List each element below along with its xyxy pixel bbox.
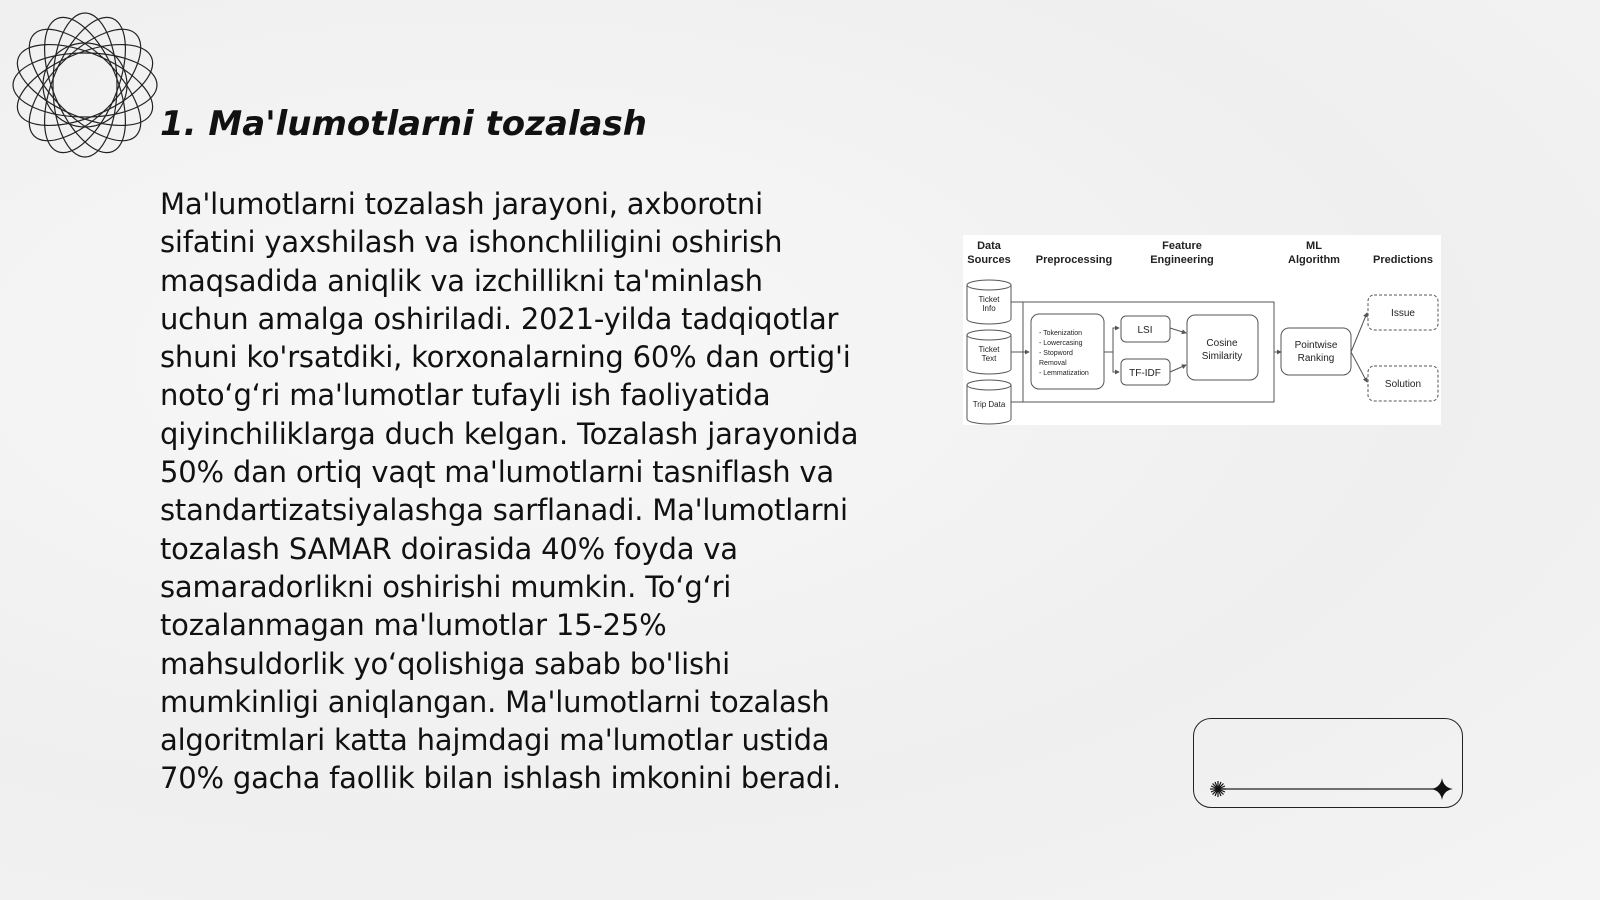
feature-cosine-label2: Similarity (1201, 351, 1243, 362)
feature-tfidf-label: TF-IDF (1129, 368, 1161, 379)
feature-lsi-label: LSI (1137, 325, 1153, 336)
decorative-slider-box (1193, 718, 1463, 808)
preprocessing-step-lowercasing: - Lowercasing (1039, 340, 1083, 347)
source-ticket-info-label2: Info (982, 304, 996, 313)
preprocessing-step-lemmatization: - Lemmatization (1039, 370, 1089, 377)
source-ticket-info-label1: Ticket (978, 295, 1000, 304)
four-point-star-icon (1431, 778, 1453, 800)
header-data-sources-line2: Sources (967, 254, 1011, 266)
header-feature-line1: Feature (1162, 240, 1202, 252)
source-ticket-text-label2: Text (981, 354, 997, 363)
pipeline-diagram (963, 235, 1441, 425)
sparkle-icon (1210, 781, 1226, 797)
preprocessing-step-removal: Removal (1039, 360, 1067, 367)
preprocessing-step-stopword: - Stopword (1039, 350, 1073, 357)
slide-body-text: Ma'lumotlarni tozalash jarayoni, axborotni sifatini yaxshilash va ishonchliligini oshirish maqsadida aniqlik va izchillikni ta'minlash uchun amalga oshiriladi. 2021-yilda tadqiqotlar shuni ko'rsatdiki, korxonalarning 60% dan ortig'i noto‘g‘ri ma'lumotlar tufayli ish faoliyatida qiyinchiliklarga duch kelgan. Tozalash jarayonida 50% dan ortiq vaqt ma'lumotlarni tasniflash va standartizatsiyalashga sarflanadi. Ma'lumotlarni tozalash SAMAR doirasida 40% foyda va samaradorlikni oshirishi mumkin. To‘g‘ri tozalanmagan ma'lumotlar 15-25% mahsuldorlik yo‘qolishiga sabab bo'lishi mumkinligi aniqlangan. Ma'lumotlarni tozalash algoritmlari katta hajmdagi ma'lumotlar ustida 70% gacha faollik bilan ishlash imkonini beradi. (160, 187, 859, 796)
source-trip-data-label: Trip Data (972, 400, 1006, 409)
header-ml-line2: Algorithm (1288, 254, 1340, 266)
source-ticket-text-label1: Ticket (978, 345, 1000, 354)
pointwise-ranking-box (1281, 328, 1351, 375)
ml-ranking-label1: Pointwise (1294, 340, 1338, 351)
header-feature-line2: Engineering (1150, 254, 1214, 266)
ml-ranking-label2: Ranking (1297, 353, 1335, 364)
interlaced-circles-logo-icon (10, 10, 160, 160)
header-predictions: Predictions (1373, 254, 1433, 266)
header-preprocessing: Preprocessing (1035, 254, 1113, 266)
preprocessing-step-tokenization: - Tokenization (1039, 330, 1083, 337)
feature-cosine-label1: Cosine (1206, 338, 1238, 349)
header-data-sources-line1: Data (977, 240, 1001, 252)
slide-title: 1. Ma'lumotlarni tozalash (160, 104, 647, 144)
prediction-issue-label: Issue (1391, 308, 1415, 319)
prediction-solution-label: Solution (1384, 379, 1422, 390)
header-ml-line1: ML (1306, 240, 1322, 252)
